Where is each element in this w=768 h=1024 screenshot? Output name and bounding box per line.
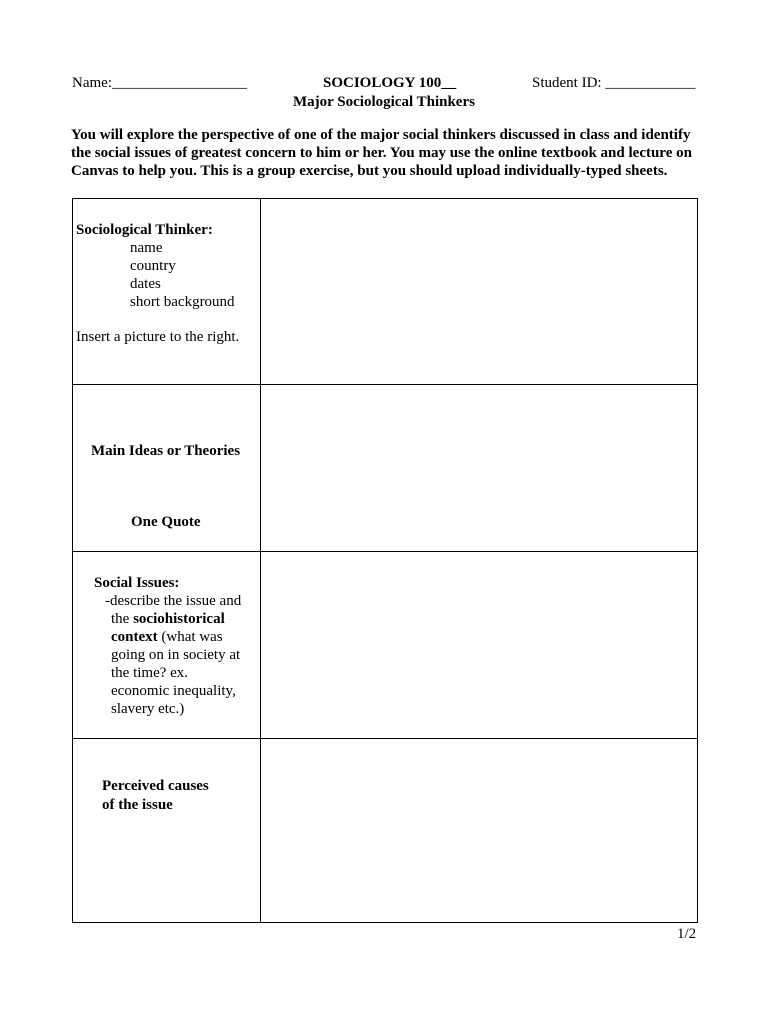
main-ideas-label: Main Ideas or Theories [91,443,241,459]
name-field-label: Name:__________________ [72,75,247,91]
social-issues-line: slavery etc.) [111,701,185,717]
social-issues-line: -describe the issue and [105,593,242,609]
thinker-item-background: short background [130,294,235,310]
thinker-item-name: name [130,240,163,256]
student-id-field-label: Student ID: ____________ [532,75,696,91]
thinker-title: Sociological Thinker: [76,222,213,238]
perceived-causes-label: Perceived causes of the issue [102,778,209,813]
thinker-item-dates: dates [130,276,161,292]
social-issues-prompt-cell [94,574,241,718]
worksheet-subtitle: Major Sociological Thinkers [293,94,475,110]
social-issues-line: the time? ex. [111,665,189,681]
social-issues-line: context (what was [111,629,223,645]
thinker-item-country: country [130,258,176,274]
ideas-answer-cell[interactable] [261,385,697,551]
social-issues-line: going on in society at [111,647,241,663]
page-number: 1/2 [677,926,697,942]
one-quote-label: One Quote [131,514,201,530]
instructions-paragraph: You will explore the perspective of one of the major social thinkers discussed in class and identify the social issues of greatest concern to him or her. You may use the online textbook and lecture on Canvas to help you. This is a group exercise, but you should upload individually-typed sheets. [71,127,692,179]
social-issues-line: economic inequality, [111,683,236,699]
social-issues-line: the sociohistorical [111,611,225,627]
thinker-picture-note: Insert a picture to the right. [76,329,240,345]
causes-answer-cell[interactable] [261,739,697,922]
course-title: SOCIOLOGY 100__ [323,75,457,91]
social-issues-title: Social Issues: [94,575,180,591]
worksheet-table [72,198,698,923]
thinker-answer-cell[interactable] [261,200,697,384]
context-term: context [111,629,158,645]
social-issues-answer-cell[interactable] [261,552,697,738]
sociohistorical-term: sociohistorical [133,611,225,627]
thinker-prompt-cell [76,221,239,346]
